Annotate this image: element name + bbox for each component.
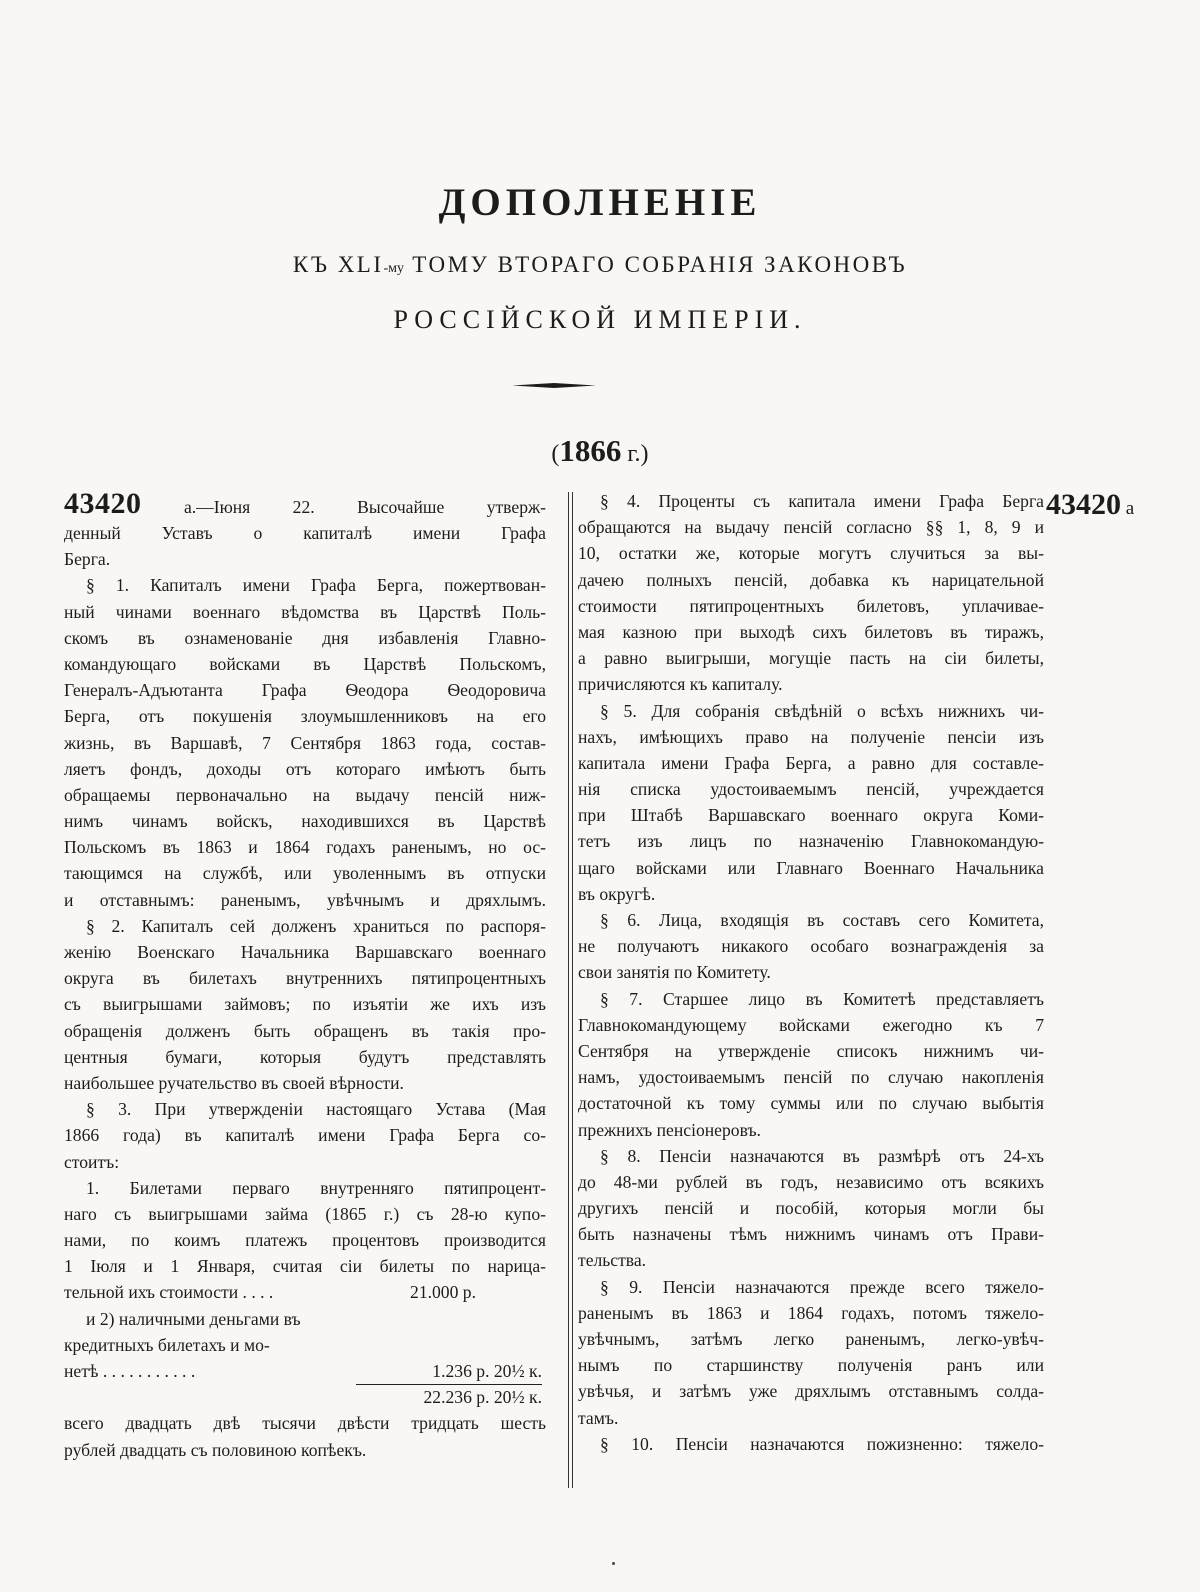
text-line: другихъ пенсій и пособій, которыя могли бы: [578, 1198, 1044, 1219]
margin-number: 43420: [1046, 488, 1121, 521]
first-line: [64, 488, 546, 520]
text-line: Сентября на утвержденіе списокъ нижнимъ чи-: [578, 1040, 1044, 1061]
text-line: стоимости пятипроцентныхъ билетовъ, уплачивае-: [578, 595, 1044, 616]
text-line: нахъ, имѣющихъ право на полученіе пенсіи изъ: [578, 726, 1044, 747]
text-line: § 6. Лица, входящія въ составъ сего Комитета,: [600, 910, 1044, 930]
item2-row-1: [64, 1306, 546, 1332]
text-line: а равно выигрыши, могущіе пасть на сіи билеты,: [578, 648, 1044, 669]
text-line: наго съ выигрышами займа (1865 г.) съ 28-ю купо-: [64, 1203, 546, 1224]
text-line: § 7. Старшее лицо въ Комитетѣ представляетъ: [600, 988, 1044, 1009]
text-line: намъ, удостоиваемымъ пенсій по случаю накопленія: [578, 1067, 1044, 1088]
text-line: нимъ чинамъ войскъ, находившихся въ Царствѣ: [64, 811, 546, 832]
text-line: прежнихъ пенсіонеровъ.: [578, 1119, 761, 1140]
text-line: щаго войсками или Главнаго Военнаго Начальника: [578, 857, 1044, 878]
text-line: тельства.: [578, 1250, 647, 1271]
text-line: жизнь, въ Варшавѣ, 7 Сентября 1863 года, состав-: [64, 732, 546, 753]
text-line: округа въ билетахъ внутреннихъ пятипроцентныхъ: [64, 968, 546, 989]
text-line: нія списка удостоиваемымъ пенсій, учреждается: [578, 779, 1044, 800]
text-line: скомъ въ ознаменованіе дня избавленія Главно-: [64, 627, 546, 648]
text-line: женію Военскаго Начальника Варшавскаго военнаго: [64, 942, 546, 962]
item1-last-row: [64, 1279, 546, 1305]
item2-line-2: кредитныхъ билетахъ и мо-: [64, 1334, 270, 1355]
text-line: Берга, отъ покушенія злоумышленниковъ на его: [64, 706, 546, 727]
text-line: Генералъ-Адъютанта Графа Ѳеодора Ѳеодоровича: [64, 680, 546, 701]
text-line: въ округѣ.: [578, 883, 656, 904]
text-line: Берга.: [64, 549, 111, 570]
item2-row-2: [64, 1332, 546, 1358]
item2-value: 1.236 р. 20½ к.: [432, 1361, 542, 1381]
text-line: командующаго войсками въ Царствѣ Польскомъ,: [64, 653, 546, 674]
text-line: § 1. Капиталъ имени Графа Берга, пожертвован-: [86, 575, 546, 596]
text-line: § 3. При утвержденіи настоящаго Устава (Мая: [86, 1099, 546, 1120]
text-line: тамъ.: [578, 1407, 619, 1428]
text-line: съ выигрышами займовъ; по изъятіи же ихъ изъ: [64, 994, 546, 1015]
text-line: дачею полныхъ пенсій, добавка къ нарицательной: [578, 569, 1044, 590]
text-line: Главнокомандующему войсками ежегодно къ 7: [578, 1014, 1044, 1035]
text-line: § 4. Проценты съ капитала имени Графа Берга: [600, 491, 1044, 511]
text-line: быть назначены тѣмъ нижнимъ чинамъ отъ Прави-: [578, 1224, 1044, 1245]
text-line: увѣчья, и затѣмъ уже дряхлымъ отставнымъ солда-: [578, 1381, 1044, 1402]
subtitle-line-2: РОССІЙСКОЙ ИМПЕРІИ.: [393, 305, 807, 334]
right-column: [578, 488, 1044, 1457]
text-line: нами, по коимъ платежъ процентовъ производится: [64, 1230, 546, 1251]
print-speck: [612, 1562, 615, 1565]
left-closing-lines: [64, 1410, 546, 1462]
ornament-rule-icon: [512, 383, 596, 388]
page-title: ДОПОЛНЕНІЕ: [438, 181, 762, 224]
document-number: 43420: [64, 487, 142, 520]
text-line: § 2. Капиталъ сей долженъ храниться по распоря-: [86, 915, 546, 936]
text-line: обращаются на выдачу пенсій согласно §§ 1, 8, 9 и: [578, 517, 1044, 538]
text-line: свои занятія по Комитету.: [578, 962, 771, 983]
text-line: обращаемы первоначально на выдачу пенсій ниж-: [64, 784, 546, 805]
subtitle-line-1: [0, 252, 1200, 278]
text-line: тетъ изъ лицъ по назначенію Главнокомандую-: [578, 831, 1044, 852]
year-close: г.): [621, 441, 649, 467]
item2-line-1: и 2) наличными деньгами въ: [86, 1308, 301, 1329]
text-line: Польскомъ въ 1863 и 1864 годахъ раненымъ, но ос-: [64, 837, 546, 858]
item1-label: тельной ихъ стоимости . . . .: [64, 1282, 274, 1303]
text-line: раненымъ въ 1863 и 1864 годахъ, потомъ тяжело-: [578, 1302, 1044, 1323]
year-heading: [0, 433, 1200, 469]
column-divider: [568, 492, 573, 1488]
text-line: наибольшее ручательство въ своей вѣрности.: [64, 1072, 404, 1093]
text-line: причисляются къ капиталу.: [578, 674, 783, 695]
year-open: (: [551, 441, 560, 467]
text-line: § 5. Для собранія свѣдѣній о всѣхъ нижнихъ чи-: [600, 700, 1044, 721]
year-value: 1866: [559, 433, 622, 468]
text-line: рублей двадцать съ половиною копѣекъ.: [64, 1439, 367, 1460]
text-line: ный чинами военнаго вѣдомства въ Царствѣ Поль-: [64, 601, 546, 622]
subtitle-superscript: -му: [383, 261, 405, 276]
text-line: увѣчнымъ, затѣмъ легко раненымъ, легко-увѣч-: [578, 1329, 1044, 1349]
text-line: тающимся на службѣ, или уволеннымъ въ отпуски: [64, 863, 546, 884]
text-line: 1866 года) въ капиталѣ имени Графа Берга со-: [64, 1125, 546, 1146]
text-line: центныя бумаги, которыя будутъ представлять: [64, 1046, 546, 1067]
text-line: капитала имени Графа Берга, а равно для составле-: [578, 752, 1044, 773]
text-line: обращенія долженъ быть обращенъ въ такія про-: [64, 1020, 546, 1041]
subtitle-part-b: ТОМУ ВТОРАГО СОБРАНІЯ ЗАКОНОВЪ: [404, 252, 908, 277]
text-line: § 8. Пенсіи назначаются въ размѣрѣ отъ 24-хъ: [600, 1145, 1044, 1166]
total-row: [64, 1384, 546, 1410]
text-line: нымъ по старшинству полученія ранъ или: [578, 1355, 1044, 1376]
item1-value: 21.000 р.: [410, 1282, 476, 1303]
left-column-lines: [64, 520, 546, 1279]
text-line: денный Уставъ о капиталѣ имени Графа: [64, 523, 546, 543]
text-line: стоитъ:: [64, 1151, 120, 1172]
text-line: мая казною при выходѣ сихъ билетовъ въ тиражъ,: [578, 621, 1044, 642]
margin-document-number: [1046, 488, 1134, 522]
subtitle-part-a: КЪ XLI: [292, 252, 384, 277]
text-line: и отставнымъ: раненымъ, увѣчнымъ и дряхлымъ.: [64, 889, 546, 910]
left-column: [64, 488, 546, 1463]
text-line: § 10. Пенсіи назначаются пожизненно: тяжело-: [600, 1433, 1044, 1454]
text-line: до 48-ми рублей въ годъ, независимо отъ всякихъ: [578, 1171, 1044, 1192]
text-line: 1 Іюля и 1 Января, считая сіи билеты по нарица-: [64, 1256, 546, 1277]
right-column-lines: [578, 488, 1044, 1457]
item2-row-3: [64, 1358, 546, 1384]
text-line: ляетъ фондъ, доходы отъ котораго имѣютъ быть: [64, 758, 546, 779]
first-line-text: а.—Іюня 22. Высочайше утверж-: [141, 497, 546, 517]
text-line: всего двадцать двѣ тысячи двѣсти тридцать шесть: [64, 1413, 546, 1434]
text-line: § 9. Пенсіи назначаются прежде всего тяжело-: [600, 1276, 1044, 1297]
text-line: при Штабѣ Варшавскаго военнаго округа Коми-: [578, 805, 1044, 826]
text-line: достаточной къ тому суммы или по случаю выбытія: [578, 1093, 1044, 1114]
text-line: 1. Билетами перваго внутренняго пятипроцент-: [86, 1177, 546, 1198]
item2-line-3: нетѣ . . . . . . . . . . .: [64, 1361, 196, 1381]
total-value: 22.236 р. 20½ к.: [423, 1387, 542, 1408]
text-line: не получаютъ никакого особаго вознагражденія за: [578, 936, 1044, 957]
text-line: 10, остатки же, которые могутъ случиться за вы-: [578, 543, 1044, 564]
margin-number-suffix: а: [1121, 498, 1135, 519]
